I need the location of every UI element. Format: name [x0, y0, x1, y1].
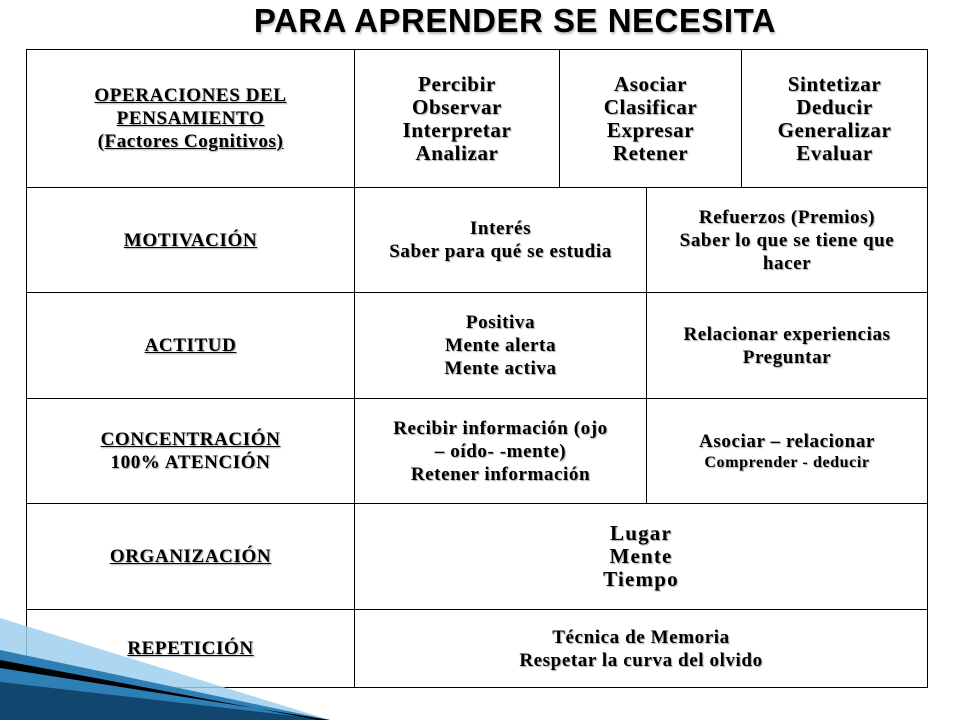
operation-item: Percibir: [418, 71, 496, 96]
cell-line: Positiva: [465, 312, 536, 333]
row-label: CONCENTRACIÓN: [100, 429, 281, 450]
cell-line: Relacionar experiencias: [683, 323, 891, 345]
operation-item: Interpretar: [402, 117, 512, 142]
attitude-left: [355, 293, 647, 399]
cell-line: Saber lo que se tiene que: [679, 229, 895, 251]
attitude-label: [27, 293, 355, 399]
motivation-row: [27, 188, 928, 293]
row-label: REPETICIÓN: [127, 638, 254, 659]
motivation-label: [27, 188, 355, 293]
header-row: [27, 50, 928, 188]
operation-item: Asociar: [614, 71, 688, 96]
operations-label-cell: [27, 50, 355, 188]
cell-line: Lugar: [610, 521, 673, 545]
operation-item: Analizar: [415, 140, 499, 165]
cell-line: Comprender - deducir: [704, 453, 870, 471]
concentration-label: [27, 399, 355, 504]
operations-label-line: (Factores Cognitivos): [97, 131, 284, 152]
concentration-left: [355, 399, 647, 504]
cell-line: Tiempo: [603, 567, 679, 591]
corner-swoosh-decoration: [0, 590, 330, 720]
concentration-row: [27, 399, 928, 504]
motivation-left: [355, 188, 647, 293]
cell-line: Retener información: [410, 463, 591, 485]
operation-item: Sintetizar: [787, 71, 882, 96]
operation-item: Retener: [612, 140, 689, 165]
row-label: ACTITUD: [144, 335, 237, 356]
cell-line: Técnica de Memoria: [552, 626, 730, 648]
row-sublabel: 100% ATENCIÓN: [110, 452, 271, 473]
operation-item: Evaluar: [796, 140, 873, 165]
cell-line: Mente activa: [444, 358, 557, 379]
organization-items: [355, 504, 928, 610]
cell-line: – oído- -mente): [434, 440, 567, 462]
operation-item: Observar: [412, 94, 502, 119]
operations-col-2: [560, 50, 742, 188]
attitude-row: [27, 293, 928, 399]
operation-item: Generalizar: [777, 117, 892, 142]
row-label: ORGANIZACIÓN: [109, 546, 272, 567]
operation-item: Expresar: [606, 117, 695, 142]
attitude-right: [647, 293, 928, 399]
cell-line: Refuerzos (Premios): [698, 206, 876, 228]
concentration-right: [647, 399, 928, 504]
row-label: MOTIVACIÓN: [123, 229, 258, 251]
motivation-right: [647, 188, 928, 293]
cell-line: Mente alerta: [444, 335, 557, 356]
operations-label-line: PENSAMIENTO: [116, 108, 265, 129]
page-title: PARA APRENDER SE NECESITA: [253, 2, 777, 39]
cell-line: Saber para qué se estudia: [389, 241, 612, 262]
operation-item: Clasificar: [603, 94, 698, 119]
cell-line: Interés: [469, 218, 532, 239]
cell-line: Respetar la curva del olvido: [519, 649, 763, 671]
cell-line: Preguntar: [742, 346, 832, 368]
cell-line: Mente: [609, 544, 673, 568]
operations-col-3: [742, 50, 928, 188]
cell-line: Asociar – relacionar: [699, 430, 875, 452]
operations-col-1: [355, 50, 560, 188]
operations-label-line: OPERACIONES DEL: [94, 85, 287, 106]
operation-item: Deducir: [796, 94, 873, 119]
cell-line: hacer: [762, 252, 812, 274]
cell-line: Recibir información (ojo: [393, 417, 608, 439]
repetition-items: [355, 610, 928, 688]
